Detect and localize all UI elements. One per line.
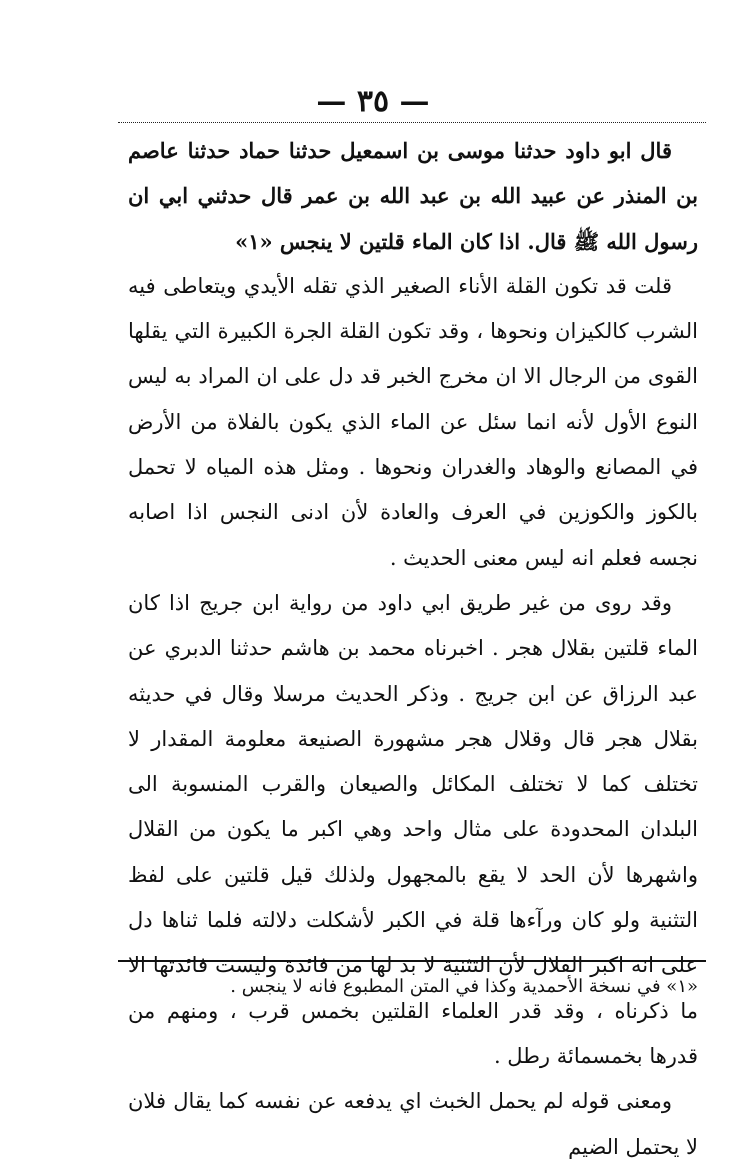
commentary-paragraph: قلت قد تكون القلة الأناء الصغير الذي تقله الأيدي ويتعاطى فيه الشرب كالكيزان ونحوها ، وقد تكون القلة الجرة الكبيرة التي يقلها القوى من الرجال الا ان مخرج الخبر قد دل على ان المراد به ليس النوع الأول لأنه انما سئل عن الماء الذي يكون بالفلاة من الأرض في المصانع والوهاد والغدران ونحوها . ومثل هذه المياه لا تحمل بالكوز والكوزين في العرف والعادة لأن ادنى النجس اذا اصابه نجسه فعلم انه ليس معنى الحديث . [128, 273, 698, 570]
footnote-divider [118, 960, 706, 962]
main-text [128, 128, 698, 1170]
narration-paragraph: وقد روى من غير طريق ابي داود من رواية ابن جريج اذا كان الماء قلتين بقلال هجر . اخبرناه محمد بن هاشم حدثنا الدبري عن عبد الرزاق عن ابن جريج . وذكر الحديث مرسلا وقال في حديثه بقلال هجر قال وقلال هجر مشهورة الصنيعة معلومة المقدار لا تختلف كما لا تختلف المكائل والصيعان والقرب المنسوبة الى البلدان المحدودة على مثال واحد وهي اكبر ما يكون من القلال واشهرها لأن الحد لا يقع بالمجهول ولذلك قيل قلتين على لفظ التثنية ولو كان ورآءها قلة في الكبر لأشكلت دلالته فلما ثناها دل على انه اكبر القلال لأن التثنية لا بد لها من فائدة وليست فائدتها الا ما ذكرناه ، وقد قدر العلماء القلتين بخمس قرب ، ومنهم من قدرها بخمسمائة رطل . [128, 590, 698, 1068]
footnote: «١» في نسخة الأحمدية وكذا في المتن المطبوع فانه لا ينجس . [230, 976, 698, 997]
meaning-paragraph: ومعنى قوله لم يحمل الخبث اي يدفعه عن نفسه كما يقال فلان لا يحتمل الضيم [128, 1089, 698, 1159]
hadith-paragraph: قال ابو داود حدثنا موسى بن اسمعيل حدثنا حماد حدثنا عاصم بن المنذر عن عبيد الله بن عبد الله بن عمر قال حدثني ابي ان رسول الله ﷺ قال. اذا كان الماء قلتين لا ينجس «١» [128, 138, 698, 254]
header-divider [118, 122, 706, 123]
page-number: — ٣٥ — [316, 84, 430, 119]
